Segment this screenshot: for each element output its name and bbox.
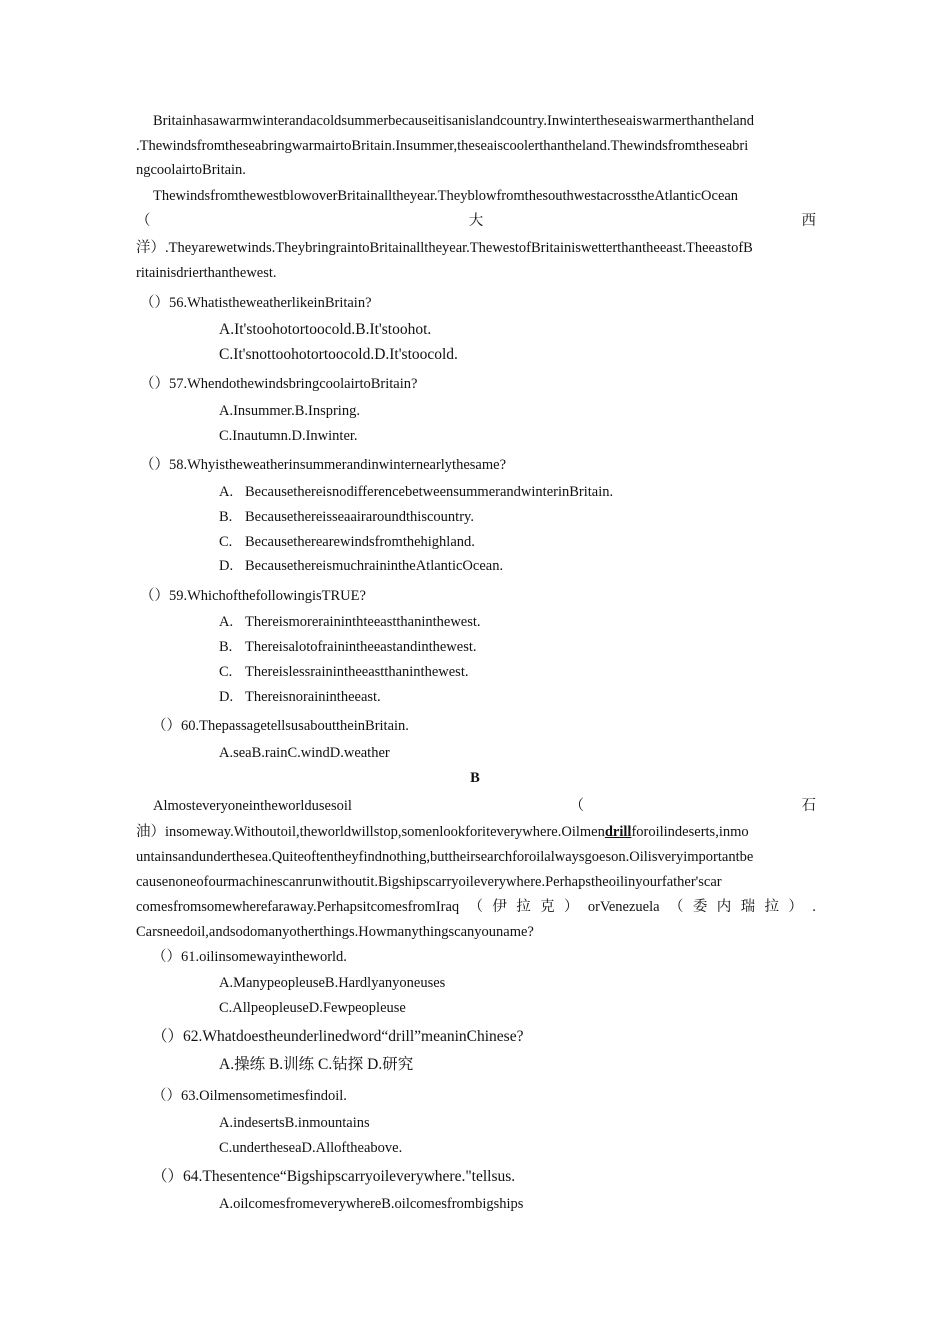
text-fragment: 瑞 — [740, 899, 756, 915]
passage-b-line: causenoneofourmachinescanrunwithoutit.Bigshipscarryoileverywhere.Perhapstheoilinyourfather'scar — [136, 874, 722, 890]
option-letter: B. — [219, 639, 233, 655]
passage-b-line: Carsneedoil,andsodomanyotherthings.Howmanythingscanyouname? — [136, 924, 534, 940]
text-fragment: comesfromsomewherefaraway.PerhapsitcomesfromIraq — [136, 899, 460, 915]
text-fragment: 克 — [540, 899, 555, 915]
passage-b-line — [136, 796, 816, 816]
section-heading: B — [470, 770, 480, 786]
option-text: BecausethereismuchrainintheAtlanticOcean. — [245, 558, 504, 574]
text-fragment: 委 — [692, 899, 708, 915]
option-letter: A. — [219, 484, 234, 500]
question-stem: （）59.WhichofthefollowingisTRUE? — [140, 588, 366, 604]
question-option — [219, 507, 474, 527]
text-fragment: 拉 — [764, 899, 779, 915]
text-fragment: ） — [788, 899, 803, 915]
question-option — [219, 687, 381, 707]
question-option: A.seaB.rainC.windD.weather — [219, 745, 390, 761]
option-letter: C. — [219, 534, 233, 550]
text-fragment: 伊 — [492, 899, 507, 915]
option-text: Thereismoreraininthteeastthaninthewest. — [245, 614, 481, 630]
text-fragment: . — [812, 899, 816, 915]
question-option: A.It'stoohotortoocold.B.It'stoohot. — [219, 321, 432, 338]
passage-a-line: Britainhasawarmwinterandacoldsummerbecauseitisanislandcountry.Inwintertheseaiswarmerthantheland — [153, 113, 754, 129]
question-stem: （）61.oilinsomewayintheworld. — [152, 949, 347, 965]
question-stem: （）56.WhatistheweatherlikeinBritain? — [140, 295, 372, 311]
option-text: Thereisalotofrainintheeastandinthewest. — [245, 639, 477, 655]
question-option: C.It'snottoohotortoocold.D.It'stoocold. — [219, 346, 458, 363]
question-option: A.操练 B.训练 C.钻探 D.研究 — [219, 1056, 414, 1073]
passage-a-line: 洋）.Theyarewetwinds.TheybringraintoBritainalltheyear.ThewestofBritainiswetterthantheeast.TheeastofB — [136, 240, 753, 256]
question-stem: （）57.WhendothewindsbringcoolairtoBritain? — [140, 376, 418, 392]
text-fragment: 油）insomeway.Withoutoil,theworldwillstop,somenlookforiteverywhere.Oilmen — [136, 824, 605, 840]
question-option: A.indesertsB.inmountains — [219, 1115, 370, 1131]
option-letter: B. — [219, 509, 233, 525]
option-letter: D. — [219, 558, 234, 574]
question-stem: （）60.ThepassagetellsusabouttheinBritain. — [152, 718, 409, 734]
text-fragment: （ — [136, 213, 151, 229]
passage-a-line: ngcoolairtoBritain. — [136, 162, 246, 178]
question-stem: （）62.Whatdoestheunderlinedword“drill”meaninChinese? — [152, 1028, 524, 1045]
text-fragment: foroilindeserts,inmo — [631, 824, 749, 840]
question-option — [219, 556, 503, 576]
text-fragment: 拉 — [516, 899, 531, 915]
question-option: C.undertheseaD.Alloftheabove. — [219, 1140, 403, 1156]
question-option — [219, 662, 468, 682]
text-fragment: Almosteveryoneintheworldusesoil — [153, 798, 352, 814]
passage-b-line — [136, 897, 816, 917]
option-text: Thereislessrainintheeastthaninthewest. — [245, 664, 469, 680]
passage-a-line: ritainisdrierthanthewest. — [136, 265, 277, 281]
text-fragment: 石 — [801, 798, 816, 814]
passage-a-line: ThewindsfromthewestblowoverBritainalltheyear.TheyblowfromthesouthwestacrosstheAtlanticOcean — [153, 188, 739, 204]
question-option — [219, 612, 481, 632]
question-option: A.Insummer.B.Inspring. — [219, 403, 360, 419]
text-fragment: 西 — [801, 213, 816, 229]
text-fragment: （ — [668, 899, 684, 915]
question-stem: （）63.Oilmensometimesfindoil. — [152, 1088, 347, 1104]
text-fragment: （ — [468, 899, 484, 915]
passage-a-line: .ThewindsfromtheseabringwarmairtoBritain.Insummer,theseaiscoolerthantheland.Thewindsfromtheseabri — [136, 138, 749, 154]
option-letter: D. — [219, 689, 234, 705]
option-text: Thereisnorainintheeast. — [245, 689, 381, 705]
text-fragment: orVenezuela — [587, 899, 660, 915]
question-option — [219, 482, 613, 502]
passage-b-line: untainsandunderthesea.Quiteoftentheyfindnothing,buttheirsearchforoilalwaysgoeson.Oilisveryimportantbe — [136, 849, 754, 865]
underlined-word-drill: drill — [604, 824, 632, 840]
question-option: C.AllpeopleuseD.Fewpeopleuse — [219, 1000, 406, 1016]
question-option: C.Inautumn.D.Inwinter. — [219, 428, 358, 444]
text-fragment: 内 — [716, 899, 732, 915]
option-letter: A. — [219, 614, 234, 630]
question-stem: （）64.Thesentence“Bigshipscarryoileverywhere."tellsus. — [152, 1168, 516, 1185]
question-stem: （）58.Whyistheweatherinsummerandinwinternearlythesame? — [140, 457, 507, 473]
option-text: Becausethereisseaairaroundthiscountry. — [245, 509, 474, 525]
text-fragment: （ — [569, 798, 584, 814]
passage-a-line — [136, 211, 816, 231]
passage-b-line — [136, 822, 816, 842]
option-text: Becausetherearewindsfromthehighland. — [245, 534, 475, 550]
question-option: A.oilcomesfromeverywhereB.oilcomesfrombigships — [219, 1196, 524, 1212]
option-text: BecausethereisnodifferencebetweensummerandwinterinBritain. — [245, 484, 614, 500]
question-option: A.ManypeopleuseB.Hardlyanyoneuses — [219, 975, 446, 991]
question-option — [219, 532, 475, 552]
text-fragment: ） — [564, 899, 579, 915]
question-option — [219, 637, 477, 657]
option-letter: C. — [219, 664, 233, 680]
text-fragment: 大 — [468, 213, 484, 229]
